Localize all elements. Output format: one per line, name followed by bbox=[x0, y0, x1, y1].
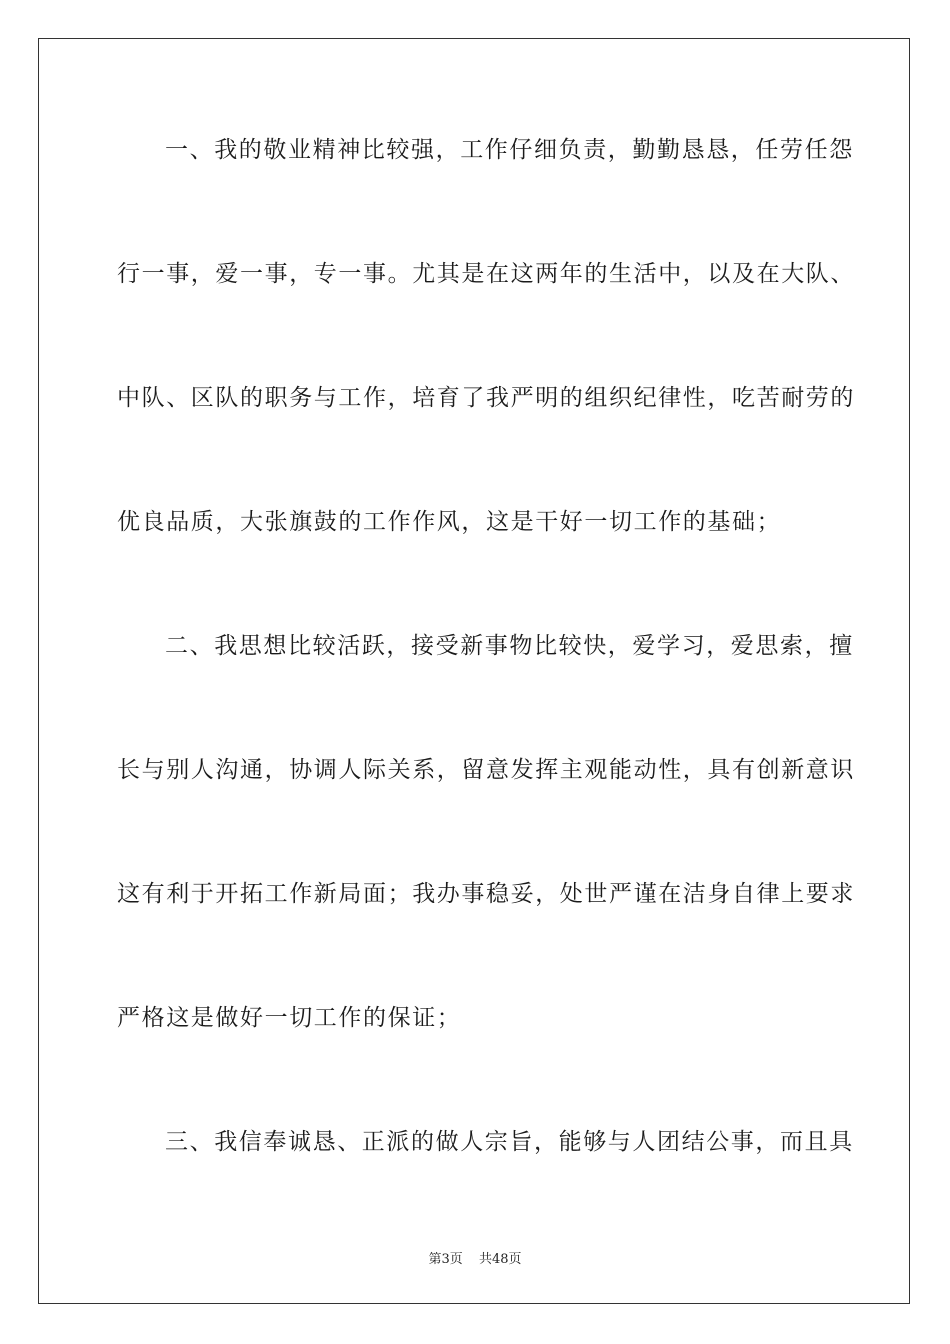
paragraph-2-line-2: 长与别人沟通，协调人际关系，留意发挥主观能动性，具有创新意识 bbox=[117, 757, 855, 783]
page-number: 第3页 bbox=[428, 1252, 463, 1267]
paragraph-1-line-4: 优良品质，大张旗鼓的工作作风，这是干好一切工作的基础； bbox=[117, 509, 782, 535]
paragraph-2-line-3: 这有利于开拓工作新局面；我办事稳妥，处世严谨在洁身自律上要求 bbox=[117, 881, 855, 907]
paragraph-1-line-1: 一、我的敬业精神比较强，工作仔细负责，勤勤恳恳，任劳任怨 bbox=[165, 137, 854, 163]
paragraph-1-line-2: 行一事，爱一事，专一事。尤其是在这两年的生活中，以及在大队、 bbox=[117, 261, 855, 287]
paragraph-1-line-3: 中队、区队的职务与工作，培育了我严明的组织纪律性，吃苦耐劳的 bbox=[117, 385, 855, 411]
paragraph-3-line-1: 三、我信奉诚恳、正派的做人宗旨，能够与人团结公事，而且具 bbox=[165, 1129, 854, 1155]
paragraph-2-line-4: 严格这是做好一切工作的保证； bbox=[117, 1005, 462, 1031]
page-footer bbox=[0, 1248, 950, 1267]
document-body bbox=[117, 126, 855, 1242]
paragraph-2-line-1: 二、我思想比较活跃，接受新事物比较快，爱学习，爱思索，擅 bbox=[165, 633, 854, 659]
page-total: 共48页 bbox=[478, 1252, 522, 1267]
